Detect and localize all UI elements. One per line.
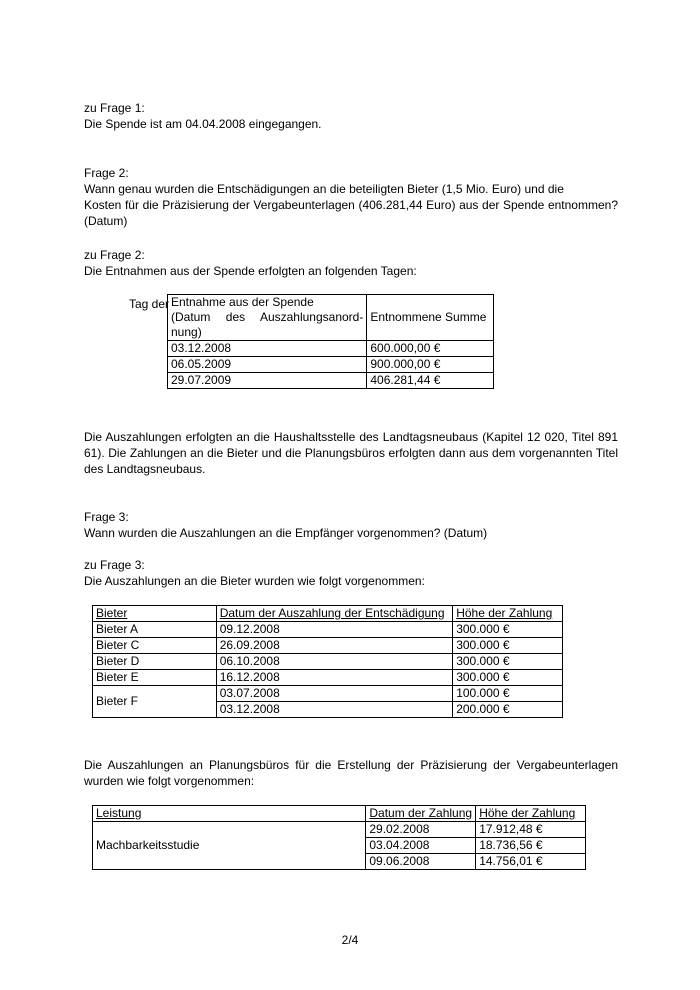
bidder-header-date: Datum der Auszahlung der Entschädigung <box>216 606 452 622</box>
bidder-payments-table <box>92 605 563 718</box>
answer-2-heading: zu Frage 2: <box>84 248 145 262</box>
withdrawal-date: 06.05.2009 <box>168 357 367 373</box>
bidder-amount: 300.000 € <box>453 622 563 638</box>
answer-2-text: Die Entnahmen aus der Spende erfolgten an folgenden Tagen: <box>84 264 417 278</box>
question-3-block <box>84 509 487 541</box>
planning-date: 29.02.2008 <box>366 822 476 838</box>
table-row <box>93 622 563 638</box>
bidder-name: Bieter A <box>93 622 217 638</box>
withdrawal-table <box>167 294 494 389</box>
planning-table-header <box>93 806 586 822</box>
answer-3-text: Die Auszahlungen an die Bieter wurden wie folgt vorgenommen: <box>84 574 425 588</box>
planning-header-amount: Höhe der Zahlung <box>476 806 586 822</box>
bidder-date: 03.07.2008 <box>216 686 452 702</box>
question-3-text: Wann wurden die Auszahlungen an die Empfänger vorgenommen? (Datum) <box>84 526 488 540</box>
question-2-heading: Frage 2: <box>84 166 129 180</box>
withdrawal-date: 29.07.2009 <box>168 373 367 389</box>
answer-2-block <box>84 247 417 279</box>
planning-payments-table <box>92 805 586 870</box>
bidder-amount: 300.000 € <box>453 670 563 686</box>
table-row <box>93 822 586 838</box>
bidder-header-name: Bieter <box>93 606 217 622</box>
answer-3-heading: zu Frage 3: <box>84 558 145 572</box>
bidder-f-name: Bieter F <box>93 686 217 718</box>
bidder-amount: 100.000 € <box>453 686 563 702</box>
planning-header-service: Leistung <box>93 806 366 822</box>
table-row <box>93 638 563 654</box>
answer-3-block <box>84 557 425 589</box>
payment-explanation: Die Auszahlungen erfolgten an die Haushaltsstelle des Landtagsneubaus (Kapitel 12 020, Titel 891 61). Die Zahlungen an die Bieter und die Planungsbüros erfolgten dann aus dem vorgenannten Titel des Landtagsneubaus. <box>84 430 618 476</box>
planning-payments-text: Die Auszahlungen an Planungsbüros für die Erstellung der Präzisierung der Vergabeunterlagen wurden wie folgt vorgenommen: <box>84 758 618 788</box>
table-row <box>93 670 563 686</box>
planning-date: 03.04.2008 <box>366 838 476 854</box>
bidder-amount: 200.000 € <box>453 702 563 718</box>
bidder-name: Bieter D <box>93 654 217 670</box>
withdrawal-amount: 900.000,00 € <box>367 357 494 373</box>
table-row <box>168 373 494 389</box>
withdrawal-header-date-line-1: Entnahme aus der Spende <box>171 295 314 309</box>
withdrawal-amount: 600.000,00 € <box>367 341 494 357</box>
bidder-date: 09.12.2008 <box>216 622 452 638</box>
question-2-line-1: Wann genau wurden die Entschädigungen an die beteiligten Bieter (1,5 Mio. Euro) und die <box>84 182 564 196</box>
table-row <box>168 357 494 373</box>
question-2-line-2: Kosten für die Präzisierung der Vergabeunterlagen (406.281,44 Euro) aus der Spende entnommen? (Datum) <box>84 198 618 228</box>
bidder-amount: 300.000 € <box>453 638 563 654</box>
bidder-date: 03.12.2008 <box>216 702 452 718</box>
bidder-table-header <box>93 606 563 622</box>
answer-1-block <box>84 100 322 132</box>
withdrawal-header-amount: Entnommene Summe <box>367 295 494 341</box>
bidder-date: 16.12.2008 <box>216 670 452 686</box>
planning-service: Machbarkeitsstudie <box>93 822 366 870</box>
question-3-heading: Frage 3: <box>84 510 129 524</box>
planning-amount: 18.736,56 € <box>476 838 586 854</box>
withdrawal-date: 03.12.2008 <box>168 341 367 357</box>
answer-1-text: Die Spende ist am 04.04.2008 eingegangen. <box>84 117 322 131</box>
bidder-name: Bieter E <box>93 670 217 686</box>
table-row <box>93 654 563 670</box>
bidder-date: 26.09.2008 <box>216 638 452 654</box>
planning-date: 09.06.2008 <box>366 854 476 870</box>
table-row <box>168 341 494 357</box>
withdrawal-table-header <box>168 295 494 341</box>
answer-1-heading: zu Frage 1: <box>84 101 145 115</box>
bidder-header-amount: Höhe der Zahlung <box>453 606 563 622</box>
withdrawal-table-side-label: Tag der <box>129 297 170 311</box>
question-2-block <box>84 165 618 229</box>
withdrawal-header-date-line-2: (Datum des Auszahlungsanord-nung) <box>171 310 364 339</box>
page-number: 2/4 <box>341 933 359 947</box>
bidder-name: Bieter C <box>93 638 217 654</box>
planning-amount: 17.912,48 € <box>476 822 586 838</box>
withdrawal-amount: 406.281,44 € <box>367 373 494 389</box>
planning-amount: 14.756,01 € <box>476 854 586 870</box>
withdrawal-header-date <box>168 295 367 341</box>
table-row <box>93 686 563 702</box>
planning-header-date: Datum der Zahlung <box>366 806 476 822</box>
bidder-date: 06.10.2008 <box>216 654 452 670</box>
bidder-amount: 300.000 € <box>453 654 563 670</box>
